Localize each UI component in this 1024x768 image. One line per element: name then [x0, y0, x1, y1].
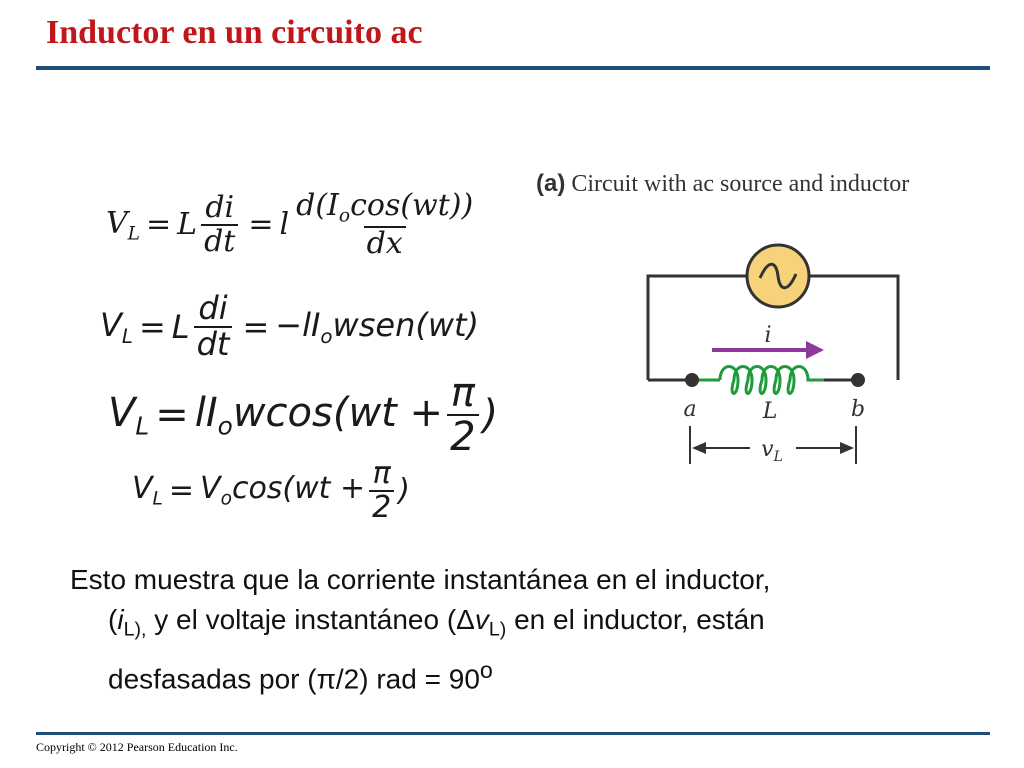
slide-title: Inductor en un circuito ac: [46, 14, 423, 51]
voltage-label: $v_L$: [761, 437, 783, 465]
equation-3: $V_L$ = $lI_owcos(wt$ + $\frac{\pi}{2}$ ): [108, 370, 499, 460]
node-a-label: a: [683, 397, 697, 422]
footer-divider: [36, 732, 990, 735]
copyright-footer: Copyright © 2012 Pearson Education Inc.: [36, 740, 238, 754]
inductor-label: L: [762, 399, 778, 424]
inductor-coil-icon: [720, 367, 824, 394]
node-b-dot: [851, 373, 865, 387]
node-b-label: b: [850, 397, 866, 422]
circuit-caption: (a) Circuit with ac source and inductor: [536, 170, 910, 197]
explanation-text: Esto muestra que la corriente instantánea en el inductor, ($i_{L),}$ y el voltaje instantáneo ($\Delta v_{L)}$ en el inductor, están desfasadas por (π/2) rad = $90^o$: [70, 564, 771, 694]
equation-2: $V_L$ = L $\frac{di}{dt}$ = $-lI_owsen(wt)$: [100, 289, 480, 363]
title-divider: [36, 66, 990, 70]
circuit-diagram: [620, 230, 920, 470]
current-label: i: [764, 323, 772, 348]
equation-4: $V_L$ = $V_o\cos(wt$ + $\frac{\pi}{2}$ ): [132, 456, 410, 525]
node-a-dot: [685, 373, 699, 387]
equation-1: $V_L$ = L $\frac{di}{dt}$ = l $\frac{d(I_o\cos(wt))}{dx}$: [106, 188, 474, 262]
